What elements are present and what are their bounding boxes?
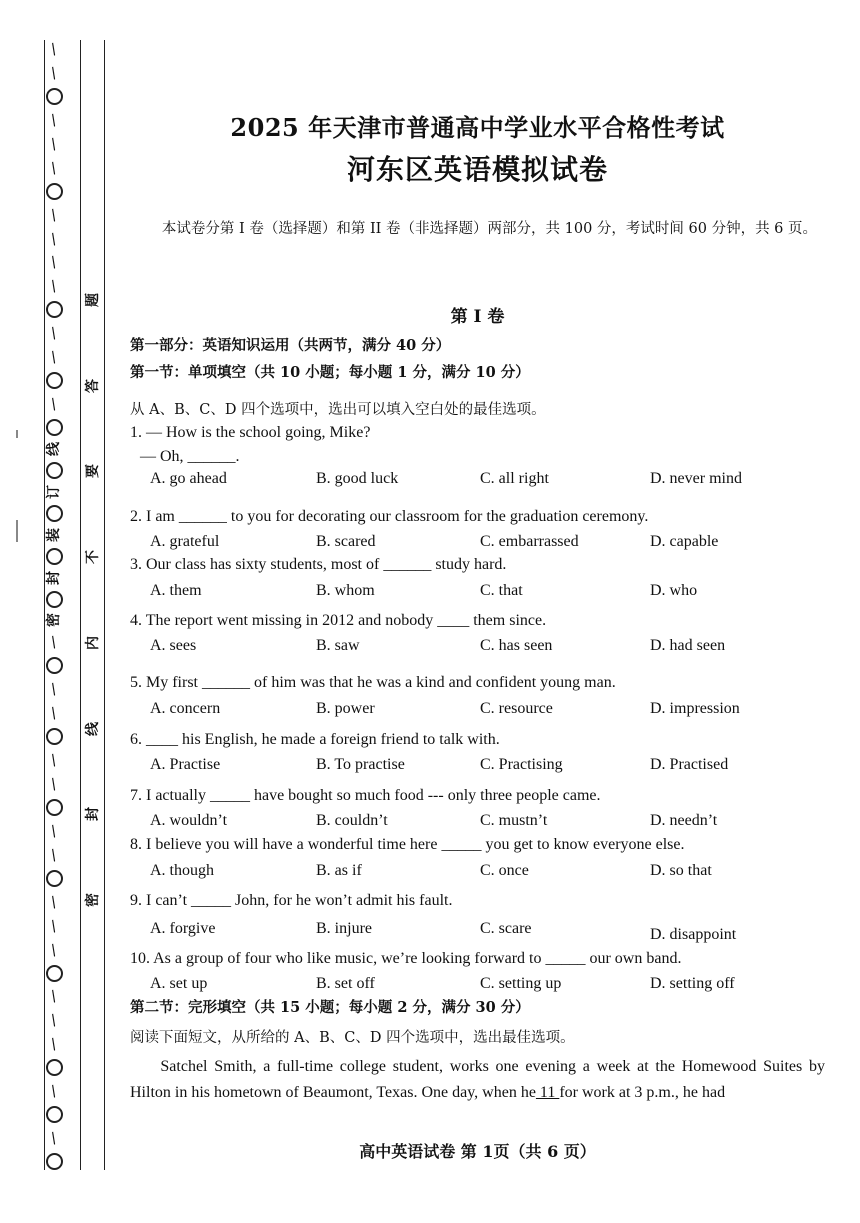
answer-option: B. saw bbox=[316, 637, 360, 654]
cloze-passage bbox=[130, 1054, 825, 1106]
section2-instruction: 阅读下面短文，从所给的 A、B、C、D 四个选项中，选出最佳选项。 bbox=[130, 1030, 575, 1046]
volume-title: 第 I 卷 bbox=[450, 307, 505, 327]
seal-dash: / bbox=[47, 1034, 61, 1055]
answer-option: B. scared bbox=[316, 533, 376, 550]
seal-dash: / bbox=[47, 394, 61, 415]
warning-word: 内 bbox=[85, 635, 101, 650]
seal-word: 线 bbox=[46, 441, 62, 456]
section2-heading: 第二节：完形填空（共 15 小题；每小题 2 分，满分 30 分） bbox=[130, 999, 530, 1016]
answer-option: C. scare bbox=[480, 920, 532, 937]
question-stem: 2. I am ______ to you for decorating our classroom for the graduation ceremony. bbox=[130, 508, 649, 525]
answer-option: B. set off bbox=[316, 975, 375, 992]
question-stem: 5. My first ______ of him was that he was a kind and confident young man. bbox=[130, 674, 616, 691]
answer-option: D. capable bbox=[650, 533, 719, 550]
answer-option: D. needn’t bbox=[650, 812, 718, 829]
answer-option: C. once bbox=[480, 862, 529, 879]
answer-option: A. go ahead bbox=[150, 470, 227, 487]
seal-ring bbox=[46, 657, 63, 674]
answer-option: D. setting off bbox=[650, 975, 735, 992]
seal-dash: / bbox=[47, 133, 61, 154]
answer-option: B. To practise bbox=[316, 756, 405, 773]
answer-option: A. wouldn’t bbox=[150, 812, 228, 829]
answer-option: C. that bbox=[480, 582, 523, 599]
seal-ring bbox=[46, 591, 63, 608]
margin-line-right bbox=[104, 40, 105, 1170]
seal-dash: / bbox=[47, 1128, 61, 1149]
margin-line-middle bbox=[80, 40, 81, 1170]
seal-dash: / bbox=[47, 62, 61, 83]
answer-option: B. good luck bbox=[316, 470, 399, 487]
seal-ring bbox=[46, 419, 63, 436]
seal-dash: / bbox=[47, 703, 61, 724]
seal-dash: / bbox=[47, 1081, 61, 1102]
answer-option: D. impression bbox=[650, 700, 740, 717]
answer-warning-column bbox=[82, 290, 102, 910]
seal-dash: / bbox=[47, 820, 61, 841]
question-stem: 8. I believe you will have a wonderful time here _____ you get to know everyone else. bbox=[130, 836, 685, 853]
answer-option: A. forgive bbox=[150, 920, 216, 937]
answer-option: D. disappoint bbox=[650, 926, 737, 943]
answer-option: B. couldn’t bbox=[316, 812, 388, 829]
warning-word: 封 bbox=[85, 807, 101, 822]
seal-dash: / bbox=[47, 228, 61, 249]
seal-ring bbox=[46, 372, 63, 389]
answer-option: D. who bbox=[650, 582, 698, 599]
seal-word: 订 bbox=[46, 484, 62, 499]
question-stem: 3. Our class has sixty students, most of ______ study hard. bbox=[130, 556, 507, 573]
seal-dash: / bbox=[47, 276, 61, 297]
blank-11: 11 bbox=[535, 1084, 560, 1101]
part1-heading: 第一部分：英语知识运用（共两节，满分 40 分） bbox=[130, 337, 451, 354]
answer-option: B. as if bbox=[316, 862, 362, 879]
warning-word: 密 bbox=[85, 892, 101, 907]
binding-margin bbox=[0, 0, 110, 1223]
answer-option: C. embarrassed bbox=[480, 533, 579, 550]
answer-option: D. Practised bbox=[650, 756, 729, 773]
passage-text: Satchel Smith, a full-time college student, works one evening a week at the Homewood Suites by Hilton in his hometown of Beaumont, Texas. One day, when he bbox=[130, 1058, 825, 1101]
seal-dash: / bbox=[47, 157, 61, 178]
answer-option: C. has seen bbox=[480, 637, 553, 654]
seal-ring bbox=[46, 799, 63, 816]
seal-dash: / bbox=[47, 891, 61, 912]
seal-dash: / bbox=[47, 632, 61, 653]
seal-ring bbox=[46, 301, 63, 318]
warning-word: 答 bbox=[85, 378, 101, 393]
seal-ring bbox=[46, 548, 63, 565]
seal-ring bbox=[46, 965, 63, 982]
seal-ring bbox=[46, 870, 63, 887]
warning-word: 要 bbox=[85, 464, 101, 479]
seal-dash: / bbox=[47, 347, 61, 368]
exam-subtitle: 河东区英语模拟试卷 bbox=[346, 153, 608, 186]
seal-dash: / bbox=[47, 204, 61, 225]
seal-dash: / bbox=[47, 109, 61, 130]
answer-option: C. all right bbox=[480, 470, 549, 487]
answer-option: A. grateful bbox=[150, 533, 220, 550]
seal-line-column bbox=[38, 40, 70, 1170]
seal-dash: / bbox=[47, 1010, 61, 1031]
question-stem: 7. I actually _____ have bought so much food --- only three people came. bbox=[130, 787, 601, 804]
seal-dash: / bbox=[47, 986, 61, 1007]
seal-dash: / bbox=[47, 38, 61, 60]
warning-word: 线 bbox=[85, 721, 101, 736]
seal-ring bbox=[46, 88, 63, 105]
answer-option: C. resource bbox=[480, 700, 553, 717]
answer-option: C. mustn’t bbox=[480, 812, 548, 829]
seal-word: 密 bbox=[46, 613, 62, 628]
passage-text-continued: for work at 3 p.m., he had bbox=[559, 1084, 726, 1101]
question-stem: 6. ____ his English, he made a foreign friend to talk with. bbox=[130, 731, 500, 748]
answer-option: D. never mind bbox=[650, 470, 742, 487]
answer-option: D. had seen bbox=[650, 637, 726, 654]
answer-option: C. Practising bbox=[480, 756, 563, 773]
answer-option: B. injure bbox=[316, 920, 372, 937]
seal-dash: / bbox=[47, 773, 61, 795]
exam-title: 2025 年天津市普通高中学业水平合格性考试 bbox=[230, 113, 725, 142]
answer-option: A. set up bbox=[150, 975, 208, 992]
seal-word: 封 bbox=[46, 570, 62, 585]
section1-instruction: 从 A、B、C、D 四个选项中，选出可以填入空白处的最佳选项。 bbox=[130, 402, 546, 418]
question-stem: 4. The report went missing in 2012 and nobody ____ them since. bbox=[130, 612, 547, 629]
seal-ring bbox=[46, 505, 63, 522]
question-stem-reply: — Oh, ______. bbox=[140, 448, 240, 465]
answer-option: A. them bbox=[150, 582, 202, 599]
seal-dash: / bbox=[47, 323, 61, 344]
seal-ring bbox=[46, 728, 63, 745]
answer-option: D. so that bbox=[650, 862, 712, 879]
seal-dash: / bbox=[47, 844, 61, 865]
section1-heading: 第一节：单项填空（共 10 小题；每小题 1 分，满分 10 分） bbox=[130, 364, 530, 381]
seal-ring bbox=[46, 183, 63, 200]
warning-word: 不 bbox=[85, 550, 101, 565]
seal-dash: / bbox=[47, 939, 61, 960]
seal-ring bbox=[46, 1059, 63, 1076]
scan-mark bbox=[16, 520, 18, 542]
seal-dash: / bbox=[47, 679, 61, 700]
seal-ring bbox=[46, 1106, 63, 1123]
answer-option: B. power bbox=[316, 700, 375, 717]
answer-option: C. setting up bbox=[480, 975, 562, 992]
question-stem: 10. As a group of four who like music, we’re looking forward to _____ our own band. bbox=[130, 950, 682, 967]
page-footer: 高中英语试卷 第 1页（共 6 页） bbox=[359, 1142, 596, 1161]
seal-dash: / bbox=[47, 750, 61, 771]
seal-word: 装 bbox=[46, 527, 62, 542]
exam-intro: 本试卷分第 I 卷（选择题）和第 II 卷（非选择题）两部分，共 100 分，考试时间 60 分钟，共 6 页。 bbox=[161, 221, 818, 237]
seal-dash: / bbox=[47, 915, 61, 936]
question-stem: 9. I can’t _____ John, for he won’t admit his fault. bbox=[130, 892, 453, 909]
question-stem: 1. — How is the school going, Mike? bbox=[130, 424, 371, 441]
answer-option: A. sees bbox=[150, 637, 197, 654]
seal-ring bbox=[46, 1153, 63, 1170]
answer-option: A. concern bbox=[150, 700, 221, 717]
warning-word: 题 bbox=[85, 293, 101, 307]
scan-mark bbox=[16, 430, 18, 438]
seal-ring bbox=[46, 462, 63, 479]
seal-dash: / bbox=[47, 252, 61, 273]
answer-option: A. though bbox=[150, 862, 214, 879]
answer-option: B. whom bbox=[316, 582, 375, 599]
answer-option: A. Practise bbox=[150, 756, 221, 773]
